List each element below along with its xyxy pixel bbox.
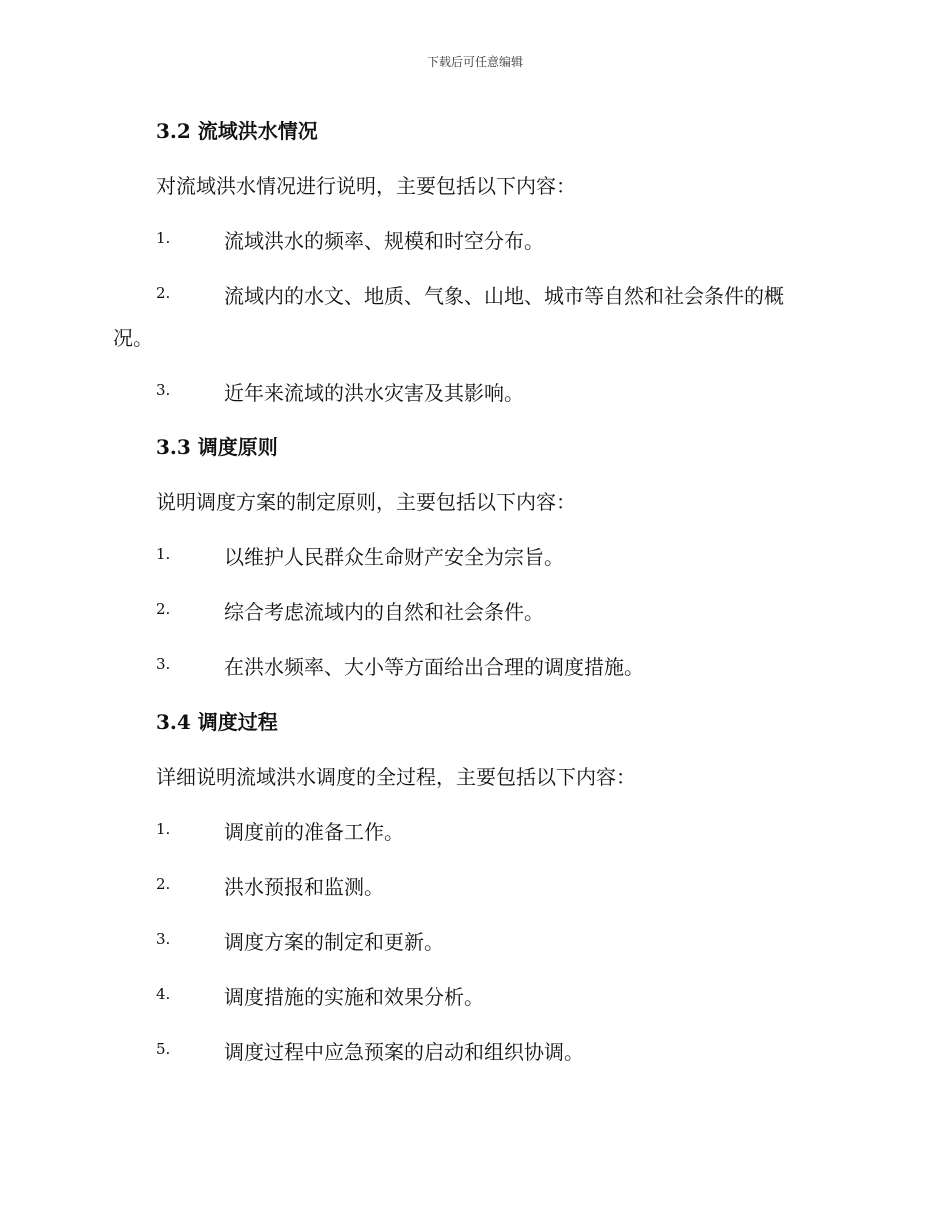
list-number: 1. [156,545,171,563]
list-text: 以维护人民群众生命财产安全为宗旨。 [224,545,564,569]
section-heading: 3.4 调度过程 [156,710,278,734]
list-text-continuation: 况。 [113,326,153,350]
list-number: 5. [156,1040,171,1058]
list-number: 4. [156,985,171,1003]
list-text: 调度措施的实施和效果分析。 [224,985,484,1009]
list-text: 调度方案的制定和更新。 [224,930,444,954]
list-number: 2. [156,600,171,618]
section-heading: 3.2 流域洪水情况 [156,119,318,143]
list-text: 洪水预报和监测。 [224,875,384,899]
list-number: 3. [156,381,171,399]
list-number: 2. [156,284,171,302]
section-heading: 3.3 调度原则 [156,435,278,459]
section-intro: 说明调度方案的制定原则，主要包括以下内容： [156,490,576,514]
section-intro: 详细说明流域洪水调度的全过程，主要包括以下内容： [156,765,636,789]
list-number: 2. [156,875,171,893]
list-number: 3. [156,930,171,948]
list-text: 近年来流域的洪水灾害及其影响。 [224,381,524,405]
list-text: 流域洪水的频率、规模和时空分布。 [224,229,544,253]
section-intro: 对流域洪水情况进行说明，主要包括以下内容： [156,174,576,198]
list-text: 调度过程中应急预案的启动和组织协调。 [224,1040,584,1064]
list-number: 3. [156,655,171,673]
list-text: 调度前的准备工作。 [224,820,404,844]
list-text: 综合考虑流域内的自然和社会条件。 [224,600,544,624]
list-number: 1. [156,229,171,247]
list-text: 流域内的水文、地质、气象、山地、城市等自然和社会条件的概 [224,284,784,308]
list-number: 1. [156,820,171,838]
page-header: 下载后可任意编辑 [426,55,523,69]
list-text: 在洪水频率、大小等方面给出合理的调度措施。 [224,655,644,679]
